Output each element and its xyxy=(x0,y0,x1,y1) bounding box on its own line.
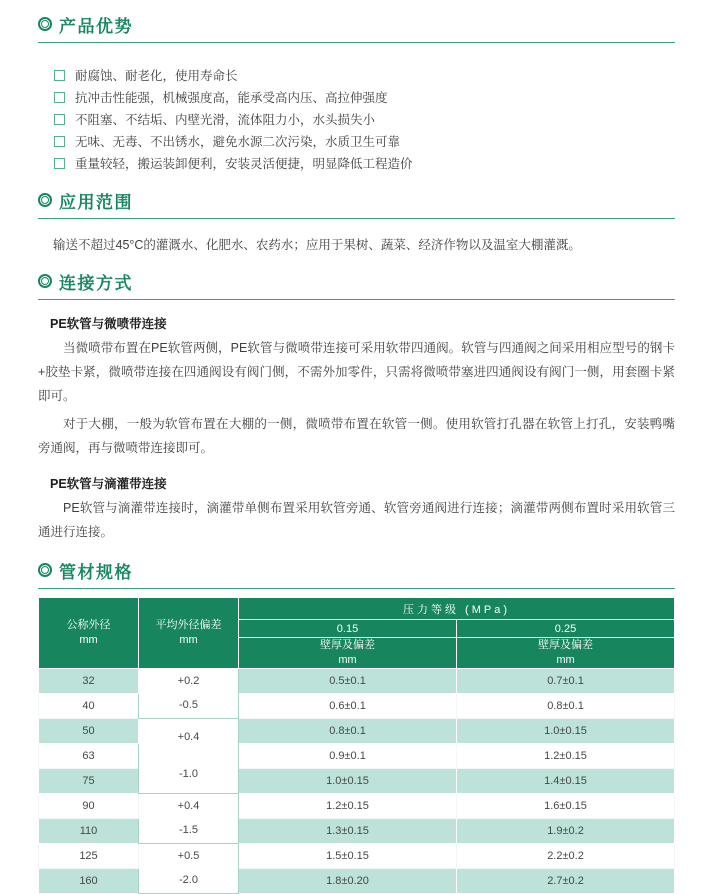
diameter-cell: 32 xyxy=(39,668,139,693)
wall-thickness-025-cell: 1.4±0.15 xyxy=(457,768,675,793)
section-application xyxy=(38,188,675,255)
table-row xyxy=(39,843,675,868)
wall-thickness-025-cell: 0.8±0.1 xyxy=(457,693,675,718)
list-item xyxy=(54,108,675,130)
wall-thickness-015-cell: 1.5±0.15 xyxy=(239,843,457,868)
header-pressure-015: 0.15 xyxy=(239,620,457,638)
checkbox-bullet-icon xyxy=(54,136,65,147)
diameter-cell: 40 xyxy=(39,693,139,718)
advantages-list xyxy=(54,64,675,174)
list-item xyxy=(54,64,675,86)
table-row xyxy=(39,868,675,893)
section-divider xyxy=(38,588,675,589)
section-header xyxy=(38,558,675,582)
section-specs xyxy=(38,558,675,894)
table-row xyxy=(39,818,675,843)
section-title: 管材规格 xyxy=(59,562,133,582)
section-header xyxy=(38,269,675,293)
section-header xyxy=(38,188,675,212)
section-advantages xyxy=(38,12,675,174)
wall-thickness-015-cell: 1.8±0.20 xyxy=(239,868,457,893)
bullseye-icon xyxy=(38,274,52,288)
bullseye-icon xyxy=(38,563,52,577)
wall-thickness-025-cell: 1.2±0.15 xyxy=(457,743,675,768)
section-divider xyxy=(38,42,675,43)
section-title: 产品优势 xyxy=(59,16,133,36)
diameter-cell: 110 xyxy=(39,818,139,843)
wall-thickness-015-cell: 1.3±0.15 xyxy=(239,818,457,843)
list-item xyxy=(54,130,675,152)
wall-thickness-015-cell: 1.0±0.15 xyxy=(239,768,457,793)
subsection-title-drip: PE软管与滴灌带连接 xyxy=(50,477,167,491)
wall-thickness-015-cell: 0.8±0.1 xyxy=(239,718,457,743)
connection-paragraph-3: PE软管与滴灌带连接时，滴灌带单侧布置采用软管旁通、软管旁通阀进行连接；滴灌带两侧布置时采用软管三通进行连接。 xyxy=(38,501,675,539)
tolerance-plus: +0.4 xyxy=(177,731,200,744)
wall-thickness-015-cell: 1.2±0.15 xyxy=(239,793,457,818)
table-row xyxy=(39,718,675,743)
wall-thickness-025-cell: 2.7±0.2 xyxy=(457,868,675,893)
list-item xyxy=(54,152,675,174)
tolerance-cell xyxy=(139,843,239,893)
header-pressure-025: 0.25 xyxy=(457,620,675,638)
tolerance-minus: -1.5 xyxy=(179,824,198,837)
table-row xyxy=(39,693,675,718)
diameter-cell: 50 xyxy=(39,718,139,743)
section-divider xyxy=(38,299,675,300)
table-row xyxy=(39,668,675,693)
tolerance-cell xyxy=(139,793,239,843)
section-title: 应用范围 xyxy=(59,192,133,212)
bullseye-icon xyxy=(38,193,52,207)
header-wall-thickness-025: 壁厚及偏差 mm xyxy=(457,638,675,669)
tolerance-plus: +0.4 xyxy=(177,800,200,813)
advantage-text: 不阻塞、不结垢、内壁光滑，流体阻力小，水头损失小 xyxy=(75,113,376,127)
checkbox-bullet-icon xyxy=(54,114,65,125)
wall-thickness-025-cell: 2.2±0.2 xyxy=(457,843,675,868)
list-item xyxy=(54,86,675,108)
wall-thickness-025-cell: 0.7±0.1 xyxy=(457,668,675,693)
connection-paragraph-2: 对于大棚，一般为软管布置在大棚的一侧，微喷带布置在软管一侧。使用软管打孔器在软管上打孔，安装鸭嘴旁通阀，再与微喷带连接即可。 xyxy=(38,417,675,455)
table-row xyxy=(39,743,675,768)
bullseye-icon xyxy=(38,17,52,31)
tolerance-plus: +0.5 xyxy=(177,850,200,863)
tolerance-minus: -2.0 xyxy=(179,874,198,887)
connection-paragraph-1: 当微喷带布置在PE软管两侧，PE软管与微喷带连接可采用软带四通阀。软管与四通阀之间采用相应型号的钢卡+胶垫卡紧，微喷带连接在四通阀设有阀门侧，不需外加零件，只需将微喷带塞进四通阀设有阀门一侧，用套圈卡紧即可。 xyxy=(38,341,675,403)
wall-thickness-025-cell: 1.6±0.15 xyxy=(457,793,675,818)
application-text: 输送不超过45°C的灌溉水、化肥水、农药水；应用于果树、蔬菜、经济作物以及温室大棚灌溉。 xyxy=(53,238,581,252)
wall-thickness-015-cell: 0.6±0.1 xyxy=(239,693,457,718)
section-header xyxy=(38,12,675,36)
diameter-cell: 160 xyxy=(39,868,139,893)
header-wall-thickness-015: 壁厚及偏差 mm xyxy=(239,638,457,669)
tolerance-minus: -1.0 xyxy=(179,767,198,780)
wall-thickness-025-cell: 1.0±0.15 xyxy=(457,718,675,743)
tolerance-cell xyxy=(139,718,239,793)
pipe-specs-table xyxy=(38,597,675,894)
advantage-text: 无味、无毒、不出锈水，避免水源二次污染，水质卫生可靠 xyxy=(75,135,401,149)
section-divider xyxy=(38,218,675,219)
diameter-cell: 75 xyxy=(39,768,139,793)
header-pressure-rating: 压力等级 (MPa) xyxy=(239,598,675,620)
diameter-cell: 125 xyxy=(39,843,139,868)
tolerance-plus: +0.2 xyxy=(177,675,200,688)
tolerance-minus: -0.5 xyxy=(179,699,198,712)
checkbox-bullet-icon xyxy=(54,158,65,169)
diameter-cell: 63 xyxy=(39,743,139,768)
advantage-text: 重量较轻，搬运装卸便利，安装灵活便捷，明显降低工程造价 xyxy=(75,157,413,171)
wall-thickness-025-cell: 1.9±0.2 xyxy=(457,818,675,843)
section-title: 连接方式 xyxy=(59,273,133,293)
specs-table-header xyxy=(39,598,675,669)
advantage-text: 抗冲击性能强，机械强度高，能承受高内压、高拉伸强度 xyxy=(75,91,388,105)
wall-thickness-015-cell: 0.5±0.1 xyxy=(239,668,457,693)
table-row xyxy=(39,768,675,793)
header-mean-od-tolerance: 平均外径偏差 mm xyxy=(139,598,239,669)
tolerance-cell xyxy=(139,668,239,718)
subsection-title-microspray: PE软管与微喷带连接 xyxy=(50,317,167,331)
checkbox-bullet-icon xyxy=(54,70,65,81)
header-nominal-diameter: 公称外径 mm xyxy=(39,598,139,669)
table-row xyxy=(39,793,675,818)
specs-table-body xyxy=(39,668,675,893)
section-connection xyxy=(38,269,675,544)
checkbox-bullet-icon xyxy=(54,92,65,103)
advantage-text: 耐腐蚀、耐老化，使用寿命长 xyxy=(75,69,238,83)
diameter-cell: 90 xyxy=(39,793,139,818)
wall-thickness-015-cell: 0.9±0.1 xyxy=(239,743,457,768)
